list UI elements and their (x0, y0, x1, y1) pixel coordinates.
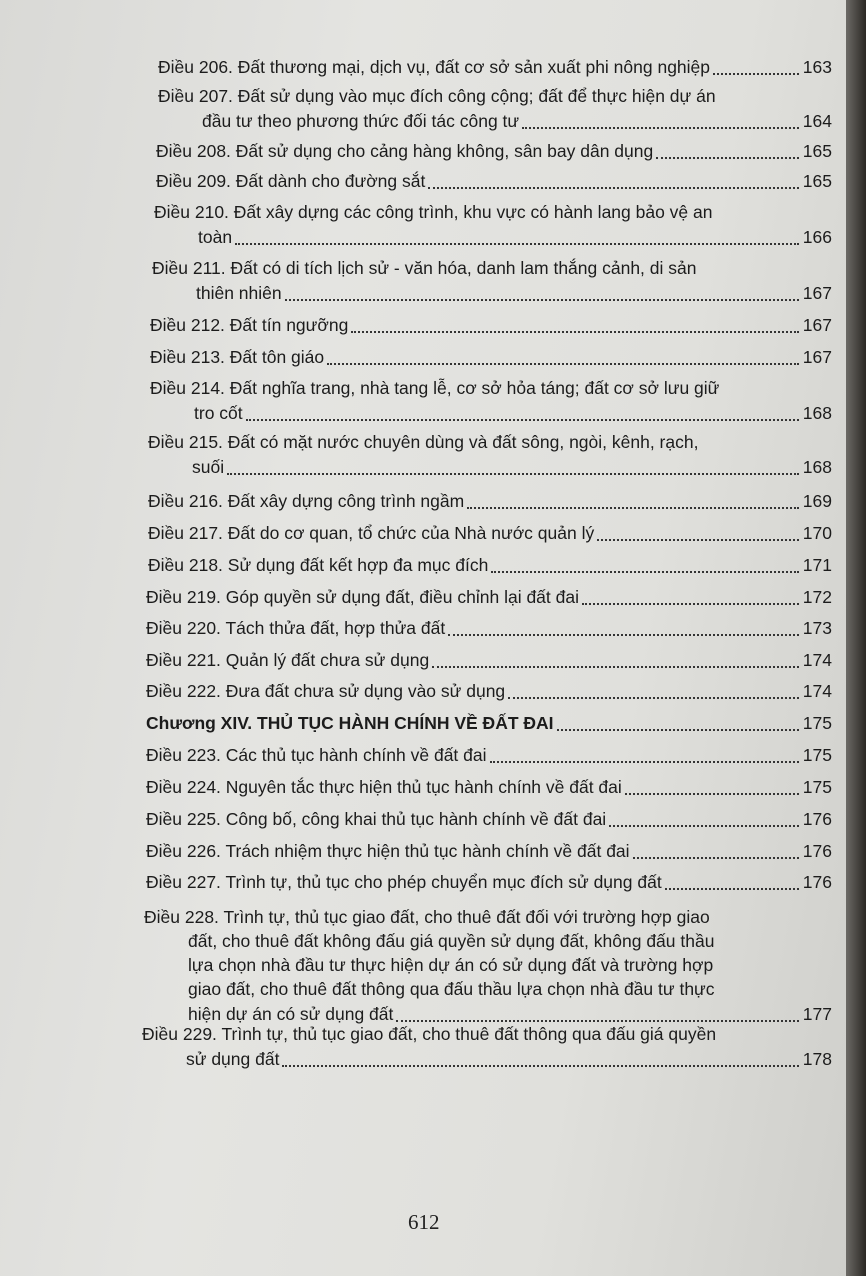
leader-dots (351, 330, 798, 333)
toc-entry-211[interactable] (196, 282, 832, 304)
toc-entry-225[interactable] (146, 808, 832, 830)
toc-entry-title: Điều 208. Đất sử dụng cho cảng hàng không, sân bay dân dụng (156, 141, 654, 161)
toc-entry-title: Điều 226. Trách nhiệm thực hiện thủ tục hành chính về đất đai (146, 841, 630, 861)
toc-entry-continuation: đầu tư theo phương thức đối tác công tư (202, 111, 520, 131)
leader-dots (396, 1019, 798, 1022)
toc-entry-208[interactable] (156, 140, 832, 162)
toc-page-number: 168 (802, 403, 832, 423)
leader-dots (432, 665, 799, 668)
leader-dots (508, 696, 799, 699)
leader-dots (428, 186, 798, 189)
toc-entry-title: Điều 206. Đất thương mại, dịch vụ, đất cơ sở sản xuất phi nông nghiệp (158, 57, 711, 77)
toc-entry-title: Điều 215. Đất có mặt nước chuyên dùng và đất sông, ngòi, kênh, rạch, (148, 432, 699, 452)
toc-entry-line: lựa chọn nhà đầu tư thực hiện dự án có sử dụng đất và trường hợp (188, 955, 714, 975)
toc-entry-224[interactable] (146, 776, 832, 798)
leader-dots (246, 418, 799, 421)
toc-entry-229[interactable] (186, 1048, 832, 1070)
toc-entry-title: Điều 219. Góp quyền sử dụng đất, điều chỉnh lại đất đai (146, 587, 579, 607)
toc-entry-221[interactable] (146, 649, 832, 671)
toc-page-number: 167 (802, 347, 832, 367)
toc-entry-title: Điều 218. Sử dụng đất kết hợp đa mục đích (148, 555, 489, 575)
leader-dots (235, 242, 799, 245)
toc-page-number: 167 (802, 315, 832, 335)
toc-page-number: 175 (802, 745, 832, 765)
leader-dots (448, 633, 799, 636)
toc-entry-title: Điều 225. Công bố, công khai thủ tục hành chính về đất đai (146, 809, 607, 829)
leader-dots (609, 824, 799, 827)
toc-page-number: 165 (802, 141, 832, 161)
toc-entry-title: Điều 221. Quản lý đất chưa sử dụng (146, 650, 430, 670)
toc-entry-title: Điều 220. Tách thửa đất, hợp thửa đất (146, 618, 446, 638)
toc-entry-207[interactable] (202, 110, 832, 132)
toc-page-number: 174 (802, 681, 832, 701)
toc-entry-216[interactable] (148, 490, 832, 512)
toc-entry-title: Điều 213. Đất tôn giáo (150, 347, 325, 367)
toc-entry-title: Điều 209. Đất dành cho đường sắt (156, 171, 426, 191)
toc-chapter-14[interactable] (146, 712, 832, 734)
toc-entry-title: Điều 217. Đất do cơ quan, tổ chức của Nhà nước quản lý (148, 523, 595, 543)
toc-entry-title: Điều 214. Đất nghĩa trang, nhà tang lễ, cơ sở hỏa táng; đất cơ sở lưu giữ (150, 378, 720, 398)
toc-entry-213[interactable] (150, 346, 832, 368)
toc-entry-title: Chương XIV. THỦ TỤC HÀNH CHÍNH VỀ ĐẤT ĐAI (146, 713, 554, 733)
toc-page-number: 165 (802, 171, 832, 191)
leader-dots (522, 126, 799, 129)
leader-dots (625, 792, 799, 795)
toc-page-number: 163 (802, 57, 832, 77)
toc-page-number: 168 (802, 457, 832, 477)
toc-page-number: 166 (802, 227, 832, 247)
toc-entry-218[interactable] (148, 554, 832, 576)
toc-entry-220[interactable] (146, 617, 832, 639)
leader-dots (285, 298, 799, 301)
toc-entry-continuation: suối (192, 457, 225, 477)
toc-entry-title: Điều 211. Đất có di tích lịch sử - văn hóa, danh lam thắng cảnh, di sản (152, 258, 697, 278)
toc-page-number: 176 (802, 872, 832, 892)
toc-page-number: 167 (802, 283, 832, 303)
toc-entry-title: Điều 216. Đất xây dựng công trình ngầm (148, 491, 465, 511)
toc-page-number: 176 (802, 809, 832, 829)
leader-dots (597, 538, 799, 541)
leader-dots (467, 506, 799, 509)
toc-entry-title: Điều 227. Trình tự, thủ tục cho phép chuyển mục đích sử dụng đất (146, 872, 662, 892)
toc-entry-continuation: thiên nhiên (196, 283, 282, 303)
toc-entry-215[interactable] (192, 456, 832, 478)
leader-dots (491, 570, 798, 573)
toc-entry-227[interactable] (146, 871, 832, 893)
leader-dots (582, 602, 799, 605)
toc-entry-title: Điều 228. Trình tự, thủ tục giao đất, cho thuê đất đối với trường hợp giao (144, 907, 710, 927)
leader-dots (557, 728, 799, 731)
toc-entry-210[interactable] (198, 226, 832, 248)
leader-dots (490, 760, 799, 763)
toc-entry-continuation: tro cốt (194, 403, 243, 423)
toc-entry-217[interactable] (148, 522, 832, 544)
toc-entry-222[interactable] (146, 680, 832, 702)
toc-entry-title: Điều 212. Đất tín ngưỡng (150, 315, 349, 335)
toc-page-number: 173 (802, 618, 832, 638)
toc-entry-title: Điều 222. Đưa đất chưa sử dụng vào sử dụng (146, 681, 506, 701)
toc-entry-continuation: hiện dự án có sử dụng đất (188, 1004, 394, 1024)
toc-entry-continuation: sử dụng đất (186, 1049, 280, 1069)
toc-entry-title: Điều 210. Đất xây dựng các công trình, khu vực có hành lang bảo vệ an (154, 202, 713, 222)
toc-entry-title: Điều 224. Nguyên tắc thực hiện thủ tục hành chính về đất đai (146, 777, 622, 797)
toc-entry-continuation: toàn (198, 227, 233, 247)
toc-entry-228[interactable] (188, 1003, 832, 1025)
toc-entry-209[interactable] (156, 170, 832, 192)
toc-entry-title: Điều 229. Trình tự, thủ tục giao đất, cho thuê đất thông qua đấu giá quyền (142, 1024, 717, 1044)
toc-entry-223[interactable] (146, 744, 832, 766)
toc-page-number: 164 (802, 111, 832, 131)
toc-page-number: 174 (802, 650, 832, 670)
toc-page-number: 169 (802, 491, 832, 511)
toc-page-number: 176 (802, 841, 832, 861)
toc-entry-title: Điều 207. Đất sử dụng vào mục đích công cộng; đất để thực hiện dự án (158, 86, 716, 106)
leader-dots (656, 156, 799, 159)
toc-page-number: 178 (802, 1049, 832, 1069)
leader-dots (633, 856, 799, 859)
toc-page-number: 170 (802, 523, 832, 543)
toc-entry-212[interactable] (150, 314, 832, 336)
book-edge (846, 0, 866, 1276)
toc-entry-line: đất, cho thuê đất không đấu giá quyền sử dụng đất, không đấu thầu (188, 931, 715, 951)
leader-dots (327, 362, 799, 365)
page-number: 612 (408, 1210, 440, 1234)
toc-entry-226[interactable] (146, 840, 832, 862)
toc-entry-title: Điều 223. Các thủ tục hành chính về đất đai (146, 745, 487, 765)
toc-entry-214[interactable] (194, 402, 832, 424)
toc-entry-219[interactable] (146, 586, 832, 608)
leader-dots (713, 72, 799, 75)
toc-page-number: 175 (802, 777, 832, 797)
toc-page-number: 177 (802, 1004, 832, 1024)
toc-page-number: 171 (802, 555, 832, 575)
leader-dots (282, 1064, 798, 1067)
leader-dots (665, 887, 799, 890)
toc-entry-206[interactable] (158, 56, 832, 78)
leader-dots (227, 472, 799, 475)
toc-page-number: 175 (802, 713, 832, 733)
toc-page-number: 172 (802, 587, 832, 607)
toc-entry-line: giao đất, cho thuê đất thông qua đấu thầu lựa chọn nhà đầu tư thực (188, 979, 715, 999)
